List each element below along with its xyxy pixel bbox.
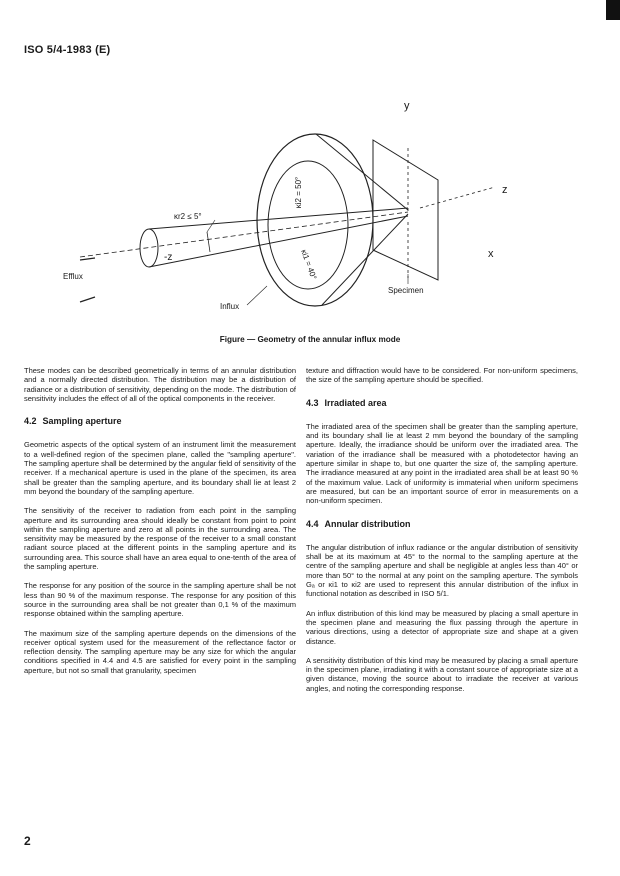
- annulus-outer-ellipse: [257, 134, 373, 306]
- section-4-4-title: Annular distribution: [324, 518, 411, 529]
- minus-z-label: -z: [164, 252, 173, 263]
- kappa-r2-label: κr2 ≤ 5°: [174, 212, 202, 221]
- geometry-figure: [40, 92, 600, 322]
- continuation-paragraph: texture and diffraction would have to be considered. For non-uniform specimens, the size of the sampling aperture should be specified.: [306, 366, 578, 385]
- sampling-paragraph-3: The response for any position of the source in the sampling aperture shall be not less than 90 % of the maximum response. The response for any position of this source in the surrounding area shall be not greater than 0,1 % of the maximum response obtained within the sampling aperture.: [24, 581, 296, 619]
- specimen-label: Specimen: [388, 286, 424, 295]
- z-axis-line: [420, 187, 495, 208]
- efflux-cylinder-end: [140, 229, 158, 267]
- page-number: 2: [24, 834, 31, 848]
- document-id: ISO 5/4-1983 (E): [24, 44, 111, 56]
- irradiated-paragraph: The irradiated area of the specimen shall be greater than the sampling aperture, and its boundary shall lie at least 2 mm beyond the boundary of the sampling aperture. Ideally, the irradiance should be uniform over the irradiated area. The variation of the irradiance shall be measured with a photodetector having an aperture similar in shape to, but one quarter the size of, the sampling aperture. The irradiance measured at any point in the irradiated area shall be at least 90 % of the maximum value. Lack of uniformity is immaterial when uniform specimens are measured, but can be an important source of error in measurements on a non-uniform specimen.: [306, 421, 578, 506]
- y-axis-label: y: [404, 100, 410, 112]
- kappa-r2-leader: [207, 220, 215, 232]
- section-4-2-number: 4.2: [24, 416, 37, 427]
- left-column: [24, 366, 296, 685]
- section-4-3-heading: [306, 399, 578, 408]
- efflux-cylinder-bottom: [149, 216, 408, 267]
- influx-label: Influx: [220, 302, 240, 311]
- lower-marker: [80, 297, 95, 302]
- intro-paragraph: These modes can be described geometrically in terms of an annular distribution and a normally directed distribution. The distribution may be a distribution of radiance or a distribution of sensitivity, depending on the mode. The distribution of sensitivity includes the effect of all of the optical components in the receiver.: [24, 366, 296, 403]
- kappa-i2-label: κi2 = 50°: [294, 176, 304, 209]
- figure-caption: Figure — Geometry of the annular influx mode: [219, 335, 401, 344]
- efflux-marker: [80, 258, 95, 260]
- section-4-2-heading: [24, 417, 296, 426]
- efflux-label: Efflux: [63, 272, 83, 281]
- z-axis-label: z: [502, 184, 508, 196]
- section-4-4-heading: [306, 520, 578, 529]
- section-4-2-title: Sampling aperture: [42, 416, 122, 427]
- right-column: [306, 366, 578, 703]
- annular-paragraph-2: An influx distribution of this kind may be measured by placing a small aperture in the specimen plane and measuring the flux passing through the aperture in various directions, using a detector of appropriate size and shape at a given distance.: [306, 608, 578, 646]
- x-axis-label: x: [488, 248, 494, 260]
- kappa-r2-indicator: [207, 232, 210, 252]
- annular-paragraph-3: A sensitivity distribution of this kind may be measured by placing a small aperture in the specimen plane, irradiating it with a constant source of appropriate size at a given distance, moving the source about to irradiate the receiver at various angles, and noting the corresponding response.: [306, 655, 578, 693]
- annular-influx-diagram: [40, 92, 600, 322]
- influx-leader: [247, 286, 267, 305]
- annular-paragraph-1: The angular distribution of influx radiance or the angular distribution of sensitivity shall be at its maximum at 45° to the normal to the sampling aperture at the centre of the sampling aperture and shall be negligible at angles less than 40° or more than 50° to the normal at any point on the sampling aperture. The symbols Gₐ or κi1 to κi2 are used to represent this annular distribution of the influx in functional notation as described in ISO 5/1.: [306, 542, 578, 599]
- corner-crop-mark: [606, 0, 620, 20]
- sampling-paragraph-2: The sensitivity of the receiver to radiation from each point in the sampling aperture and its surrounding area should ideally be constant from point to point within the sampling aperture and zero at all points in the surrounding area. The sensitivity may be measured by the response of the receiver to a small constant radiant source placed at the different points in the sampling aperture and its surrounding area. This source shall have an area equal to one-tenth of the area of the sampling aperture.: [24, 506, 296, 572]
- cone-top-edge: [316, 134, 408, 210]
- kappa-i1-label: κi1 = 40°: [299, 248, 319, 281]
- section-4-3-title: Irradiated area: [324, 397, 387, 408]
- section-4-3-number: 4.3: [306, 397, 319, 408]
- sampling-paragraph-1: Geometric aspects of the optical system of an instrument limit the measurement to a well-defined region of the specimen plane, called the "sampling aperture". The sampling aperture shall be determined by the angular field of sensitivity of the receiver. If a mechanical aperture is used in the plane of the specimen, its area shall be greater than the sampling aperture, and its boundary shall lie at least 2 mm beyond the boundary of the sampling aperture.: [24, 440, 296, 496]
- section-4-4-number: 4.4: [306, 518, 319, 529]
- central-axis-line: [80, 212, 408, 257]
- sampling-paragraph-4: The maximum size of the sampling aperture depends on the dimensions of the receiver optical system used for the measurement of the reflectance factor or reflection density. The sampling aperture may be any size for which the angular conditions specified in 4.4 and 4.5 are satisfied for every point in the sampling aperture, but not so small that granularity, specimen: [24, 628, 296, 675]
